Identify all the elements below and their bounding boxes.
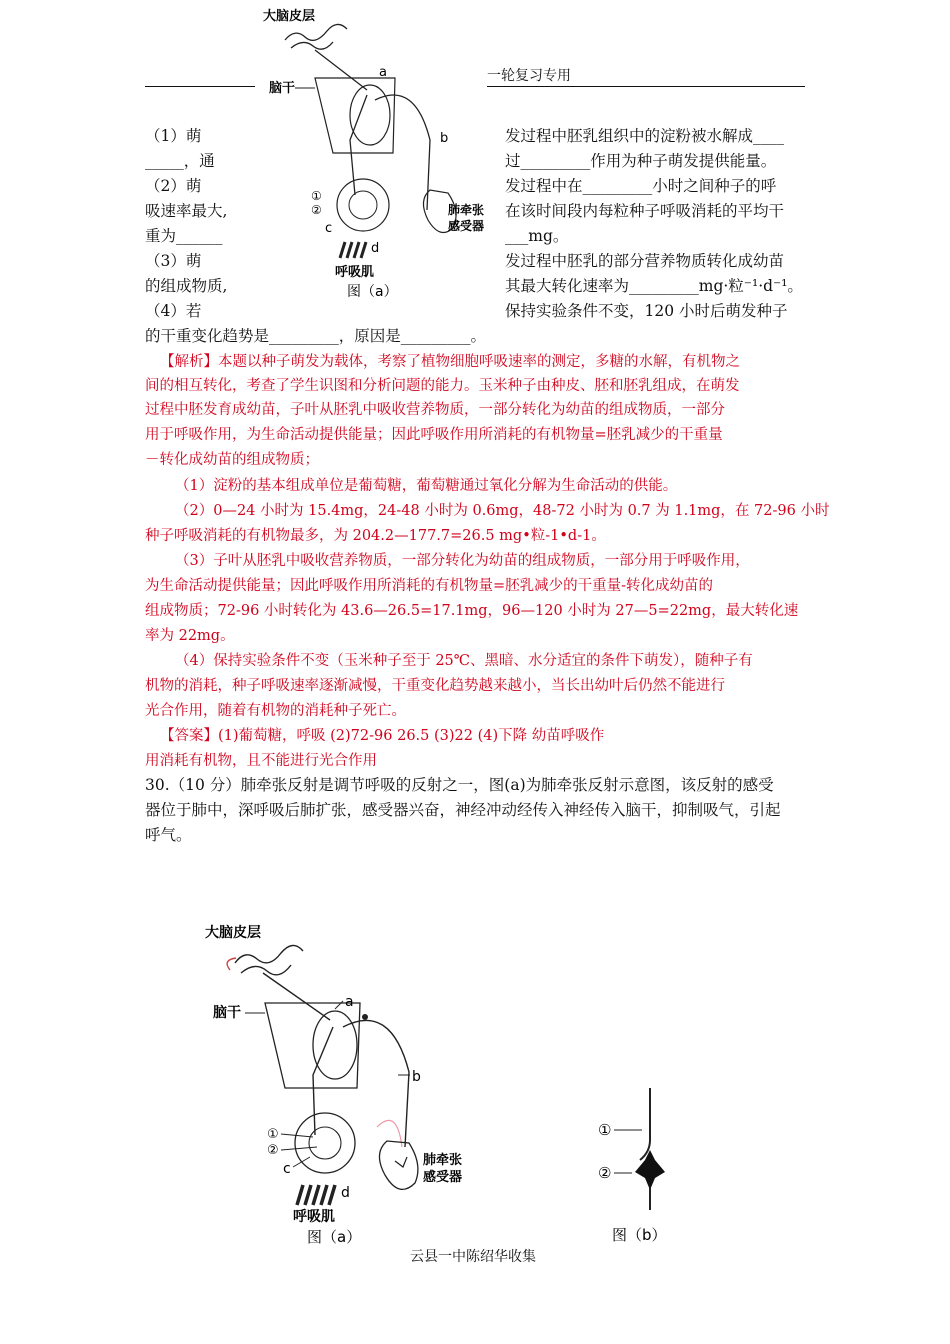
question-last-line: 的干重变化趋势是_________，原因是_________。 [145, 327, 487, 345]
analysis-line: 间的相互转化，考查了学生识图和分析问题的能力。玉米种子由种皮、胚和胚乳组成，在萌发 [145, 378, 740, 394]
analysis-line: 机物的消耗，种子呼吸速率逐渐减慢，干重变化趋势越来越小，当长出幼叶后仍然不能进行 [145, 678, 725, 694]
analysis-line: 率为 22mg。 [145, 628, 235, 644]
label-c: c [283, 1161, 291, 1177]
question-right-4: 在该时间段内每粒种子呼吸消耗的平均干 [505, 202, 785, 220]
analysis-line: －转化成幼苗的组成物质； [145, 452, 319, 468]
label-b: b [412, 1069, 421, 1085]
marker-1: ① [267, 1127, 279, 1142]
cortex-label: 大脑皮层 [205, 925, 261, 941]
analysis-line: 组成物质；72-96 小时转化为 43.6—26.5=17.1mg，96—120 小时为 27—5=22mg，最大转化速 [145, 603, 799, 619]
brainstem-label: 脑干 [269, 81, 296, 96]
header-rule-left [145, 86, 255, 87]
analysis-line: 【解析】本题以种子萌发为载体，考察了植物细胞呼吸速率的测定，多糖的水解，有机物之 [160, 354, 740, 370]
answer-line: 用消耗有机物，且不能进行光合作用 [145, 753, 377, 769]
brainstem-label: 脑干 [213, 1005, 241, 1021]
question-right-8: 保持实验条件不变，120 小时后萌发种子 [505, 302, 788, 320]
q30-line: 器位于肺中，深呼吸后肺扩张，感受器兴奋，神经冲动经传入神经传入脑干，抑制吸气，引起 [145, 801, 781, 819]
question-right-2: 过_________作用为种子萌发提供能量。 [505, 152, 777, 170]
receptor-label-1: 肺牵张 [423, 1153, 463, 1168]
header-title: 一轮复习专用 [487, 68, 571, 84]
question-right-7: 其最大转化速率为_________mg·粒⁻¹·d⁻¹。 [505, 277, 803, 295]
figure-a [195, 915, 515, 1250]
svg-text:感受器: 感受器 [448, 219, 485, 233]
figure-a-top [255, 0, 500, 300]
analysis-line: （4）保持实验条件不变（玉米种子至于 25℃、黑暗、水分适宜的条件下萌发），随种子有 [175, 653, 753, 669]
label-d: d [341, 1185, 350, 1201]
cortex-label: 大脑皮层 [263, 9, 316, 24]
question-right-5: ___mg。 [505, 227, 569, 245]
question-left-4: 吸速率最大, [145, 202, 228, 220]
analysis-line: 为生命活动提供能量；因此呼吸作用所消耗的有机物量=胚乳减少的干重量-转化成幼苗的 [145, 578, 714, 594]
svg-text:呼吸肌: 呼吸肌 [335, 265, 375, 280]
analysis-line: 过程中胚发育成幼苗，子叶从胚乳中吸收营养物质，一部分转化为幼苗的组成物质，一部分 [145, 402, 725, 418]
analysis-line: 种子呼吸消耗的有机物最多，为 204.2—177.7=26.5 mg•粒-1•d-1。 [145, 528, 606, 544]
analysis-line: 用于呼吸作用，为生命活动提供能量；因此呼吸作用所消耗的有机物量=胚乳减少的干重量 [145, 427, 723, 443]
question-left-5: 重为______ [145, 227, 223, 245]
svg-text:肺牵张: 肺牵张 [448, 203, 485, 217]
svg-text:②: ② [311, 203, 322, 217]
q30-line: 30.（10 分）肺牵张反射是调节呼吸的反射之一，图(a)为肺牵张反射示意图，该反射的感受 [145, 776, 774, 794]
question-right-3: 发过程中在_________小时之间种子的呼 [505, 177, 777, 195]
svg-text:d: d [371, 241, 380, 256]
svg-text:①: ① [311, 189, 322, 203]
muscle-label: 呼吸肌 [293, 1209, 335, 1225]
figure-a-caption: 图（a） [307, 1228, 362, 1246]
question-left-3: （2）萌 [145, 177, 202, 195]
svg-text:图（a）: 图（a） [347, 284, 398, 300]
label-a: a [345, 994, 354, 1010]
question-right-6: 发过程中胚乳的部分营养物质转化成幼苗 [505, 252, 785, 270]
analysis-line: （2）0—24 小时为 15.4mg，24-48 小时为 0.6mg，48-72 小时为 0.7 为 1.1mg，在 72-96 小时 [175, 503, 830, 519]
header-rule-right [487, 86, 805, 87]
label-a-top: a [379, 65, 387, 80]
question-left-8: （4）若 [145, 302, 202, 320]
figure-b [590, 1080, 700, 1250]
question-left-6: （3）萌 [145, 252, 202, 270]
analysis-line: （3）子叶从胚乳中吸收营养物质，一部分转化为幼苗的组成物质，一部分用于呼吸作用， [175, 553, 750, 569]
figure-b-marker-2: ② [598, 1164, 612, 1182]
analysis-line: （1）淀粉的基本组成单位是葡萄糖，葡萄糖通过氧化分解为生命活动的供能。 [175, 478, 678, 494]
answer-line: 【答案】(1)葡萄糖，呼吸 (2)72-96 26.5 (3)22 (4)下降 幼苗呼吸作 [160, 728, 605, 744]
receptor-label-2: 感受器 [423, 1170, 463, 1185]
marker-2: ② [267, 1143, 279, 1158]
figure-b-caption: 图（b） [612, 1226, 667, 1244]
q30-line: 呼气。 [145, 826, 192, 844]
question-left-1: （1）萌 [145, 127, 202, 145]
label-b-top: b [440, 131, 449, 146]
question-left-2: _____，通 [145, 152, 215, 170]
svg-text:c: c [325, 221, 333, 236]
footer-text: 云县一中陈绍华收集 [410, 1249, 536, 1265]
analysis-line: 光合作用，随着有机物的消耗种子死亡。 [145, 703, 406, 719]
question-right-1: 发过程中胚乳组织中的淀粉被水解成____ [505, 127, 785, 145]
question-left-7: 的组成物质, [145, 277, 228, 295]
figure-b-marker-1: ① [598, 1121, 612, 1139]
